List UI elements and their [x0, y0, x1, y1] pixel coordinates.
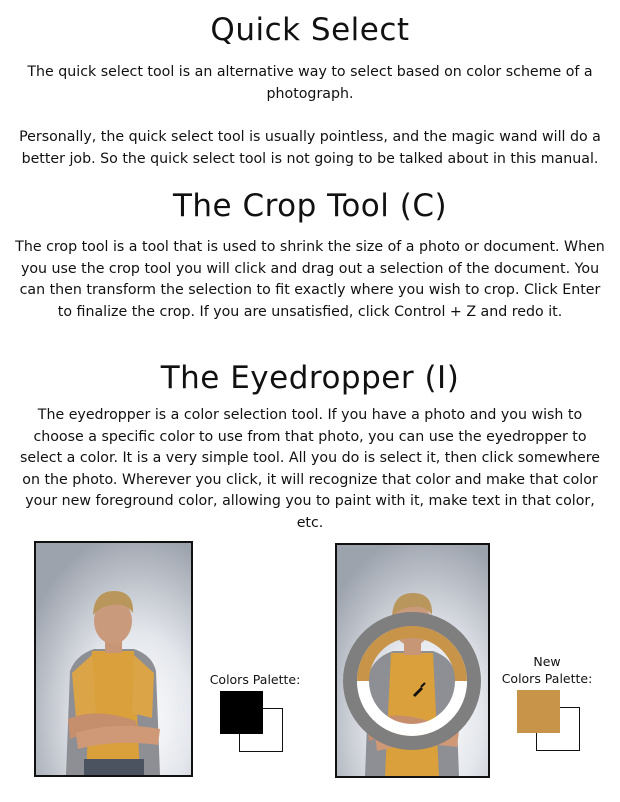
photo-with-eyedropper — [335, 543, 490, 778]
crop-tool-paragraph: The crop tool is a tool that is used to shrink the size of a photo or document. When you use the crop tool you will click and drag out a selection of the document. You can then transform the selection to fit exactly where you wish to crop. Click Enter to finalize the crop. If you are unsatisfied, click Control + Z and redo it. — [15, 239, 605, 320]
new-colors-palette-label-line2: Colors Palette: — [501, 671, 593, 686]
eyedropper-paragraph: The eyedropper is a color selection tool. If you have a photo and you wish to choose a specific color to use from that photo, you can use the eyedropper to select a color. It is a very simple tool. All you do is select it, then click somewhere on the photo. Wherever you click, it will recognize that color and make that color your new foreground color, allowing you to paint with it, make text in that color, etc. — [19, 407, 600, 531]
heading-eyedropper: The Eyedropper (I) — [160, 360, 460, 396]
person-photo-illustration — [337, 545, 488, 776]
heading-crop-tool: The Crop Tool (C) — [172, 188, 448, 224]
quick-select-paragraph-2: Personally, the quick select tool is usually pointless, and the magic wand will do a better job. So the quick select tool is not going to be talked about in this manual. — [19, 129, 601, 167]
foreground-color-swatch — [517, 690, 560, 733]
quick-select-paragraph-1: The quick select tool is an alternative way to select based on color scheme of a photograph. — [27, 64, 593, 102]
person-photo-illustration — [36, 543, 191, 775]
foreground-color-swatch — [220, 691, 263, 734]
new-colors-palette-label-line1: New — [533, 654, 561, 669]
photo-original — [34, 541, 193, 777]
heading-quick-select: Quick Select — [210, 12, 410, 48]
colors-palette-label: Colors Palette: — [209, 672, 301, 687]
